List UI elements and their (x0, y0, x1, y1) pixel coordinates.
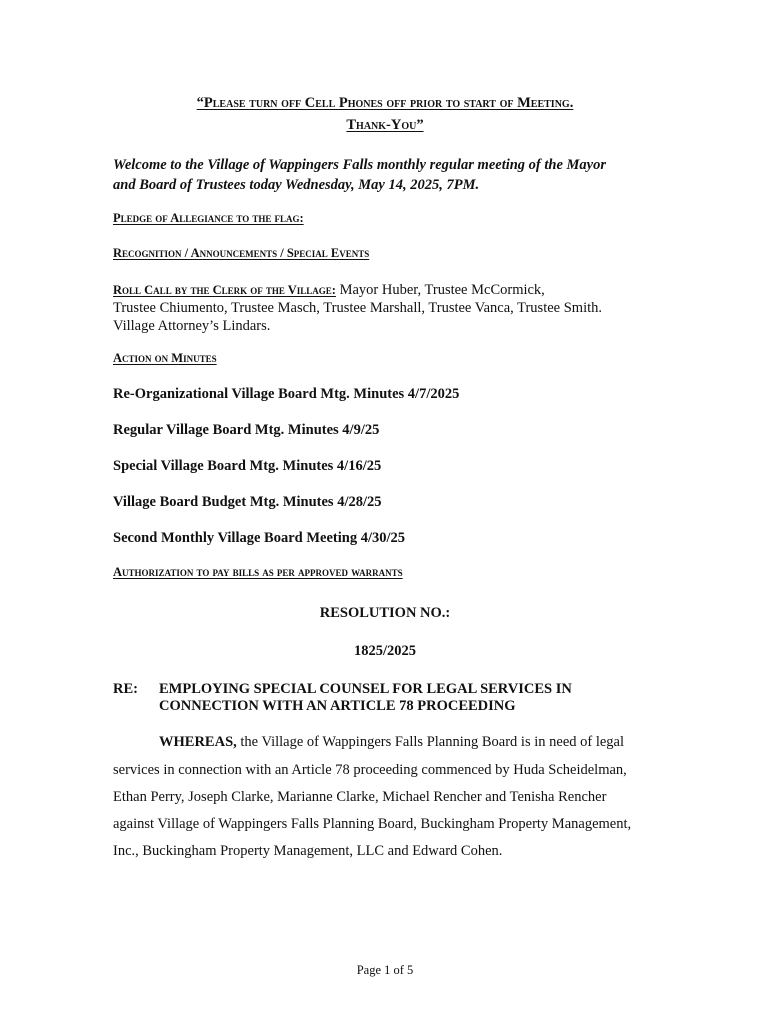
recognition-heading: Recognition / Announcements / Special Events (113, 246, 370, 260)
welcome-line-2: and Board of Trustees today Wednesday, May 14, 2025, 7PM. (113, 177, 480, 193)
minutes-item: Re-Organizational Village Board Mtg. Minutes 4/7/2025 (113, 386, 460, 402)
notice-line-2: Thank-You” (346, 117, 424, 133)
minutes-item: Regular Village Board Mtg. Minutes 4/9/25 (113, 422, 380, 438)
roll-call-line-2: Trustee Chiumento, Trustee Masch, Trustee Marshall, Trustee Vanca, Trustee Smith. (113, 300, 602, 316)
whereas-line-1 (159, 734, 624, 751)
pledge-heading: Pledge of Allegiance to the flag: (113, 211, 304, 225)
re-label: RE: (113, 681, 138, 697)
roll-call-members-1: Mayor Huber, Trustee McCormick, (335, 282, 545, 298)
whereas-line-3: Ethan Perry, Joseph Clarke, Marianne Clarke, Michael Rencher and Tenisha Rencher (113, 789, 607, 805)
authorization-heading: Authorization to pay bills as per approved warrants (113, 565, 403, 579)
whereas-text-1: the Village of Wappingers Falls Planning Board is in need of legal (236, 734, 625, 750)
re-line-1: EMPLOYING SPECIAL COUNSEL FOR LEGAL SERVICES IN (159, 681, 572, 697)
resolution-number: 1825/2025 (353, 643, 417, 659)
re-line-2: CONNECTION WITH AN ARTICLE 78 PROCEEDING (159, 698, 516, 714)
roll-call-line-1 (113, 282, 545, 299)
minutes-item: Second Monthly Village Board Meeting 4/30/25 (113, 530, 406, 546)
page-number-footer: Page 1 of 5 (356, 963, 414, 977)
action-on-minutes-heading: Action on Minutes (113, 351, 217, 365)
roll-call-heading: Roll Call by the Clerk of the Village: (113, 283, 336, 297)
whereas-line-5: Inc., Buckingham Property Management, LLC and Edward Cohen. (113, 843, 503, 859)
welcome-line-1: Welcome to the Village of Wappingers Falls monthly regular meeting of the Mayor (113, 157, 607, 173)
whereas-keyword: WHEREAS, (159, 734, 237, 750)
resolution-label: RESOLUTION NO.: (319, 605, 451, 621)
minutes-item: Village Board Budget Mtg. Minutes 4/28/25 (113, 494, 382, 510)
roll-call-line-3: Village Attorney’s Lindars. (113, 318, 271, 334)
whereas-line-4: against Village of Wappingers Falls Planning Board, Buckingham Property Management, (113, 816, 632, 832)
minutes-item: Special Village Board Mtg. Minutes 4/16/25 (113, 458, 382, 474)
whereas-line-2: services in connection with an Article 78 proceeding commenced by Huda Scheidelman, (113, 762, 627, 778)
notice-line-1: “Please turn off Cell Phones off prior to start of Meeting. (196, 95, 574, 111)
